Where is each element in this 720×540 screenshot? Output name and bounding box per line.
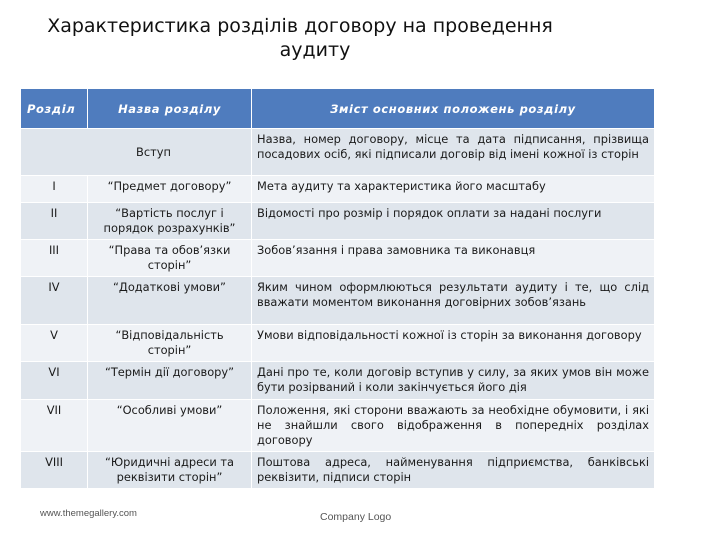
section-name: “Додаткові умови” <box>88 277 252 325</box>
section-number: VI <box>21 362 88 400</box>
section-content: Зобов’язання і права замовника та виконавця <box>252 240 655 277</box>
section-content: Поштова адреса, найменування підприємства, банківські реквізити, підписи сторін <box>252 452 655 489</box>
section-content: Умови відповідальності кожної із сторін за виконання договору <box>252 325 655 362</box>
table-row-intro <box>21 129 655 176</box>
section-number: I <box>21 176 88 203</box>
section-name: “Вартість послуг і порядок розрахунків” <box>88 203 252 240</box>
table-row <box>21 362 655 400</box>
section-name: “Особливі умови” <box>88 400 252 452</box>
section-number: III <box>21 240 88 277</box>
footer-company-logo: Company Logo <box>320 511 392 523</box>
section-content: Мета аудиту та характеристика його масштабу <box>252 176 655 203</box>
slide-title <box>40 14 560 62</box>
title-line-1: Характеристика розділів договору на проведення <box>47 15 553 37</box>
table-row <box>21 325 655 362</box>
section-name: “Юридичні адреси та реквізити сторін” <box>88 452 252 489</box>
table-row <box>21 277 655 325</box>
header-section-content: Зміст основних положень розділу <box>252 89 655 129</box>
footer-website: www.themegallery.com <box>40 508 137 519</box>
contract-sections-table <box>20 88 655 489</box>
section-number: II <box>21 203 88 240</box>
title-line-2: аудиту <box>279 39 351 61</box>
section-number: VIII <box>21 452 88 489</box>
section-content: Дані про те, коли договір вступив у силу, за яких умов він може бути розірваний і коли закінчується його дія <box>252 362 655 400</box>
section-number: IV <box>21 277 88 325</box>
header-section: Розділ <box>21 89 88 129</box>
section-name: “Термін дії договору” <box>88 362 252 400</box>
section-content: Положення, які сторони вважають за необхідне обумовити, і які не знайшли свого відображення в попередніх розділах договору <box>252 400 655 452</box>
section-number: VII <box>21 400 88 452</box>
table-row <box>21 452 655 489</box>
table-row <box>21 203 655 240</box>
section-name: “Відповідальність сторін” <box>88 325 252 362</box>
section-content: Відомості про розмір і порядок оплати за надані послуги <box>252 203 655 240</box>
section-content: Яким чином оформлюються результати аудиту і те, що слід вважати моментом виконання договірних зобов’язань <box>252 277 655 325</box>
table-row <box>21 240 655 277</box>
table-row <box>21 176 655 203</box>
section-name: “Предмет договору” <box>88 176 252 203</box>
header-section-name: Назва розділу <box>88 89 252 129</box>
table-row <box>21 400 655 452</box>
table-header-row <box>21 89 655 129</box>
intro-label: Вступ <box>21 129 252 176</box>
intro-content: Назва, номер договору, місце та дата підписання, прізвища посадових осіб, які підписали договір від імені кожної із сторін <box>252 129 655 176</box>
section-name: “Права та обов’язки сторін” <box>88 240 252 277</box>
section-number: V <box>21 325 88 362</box>
